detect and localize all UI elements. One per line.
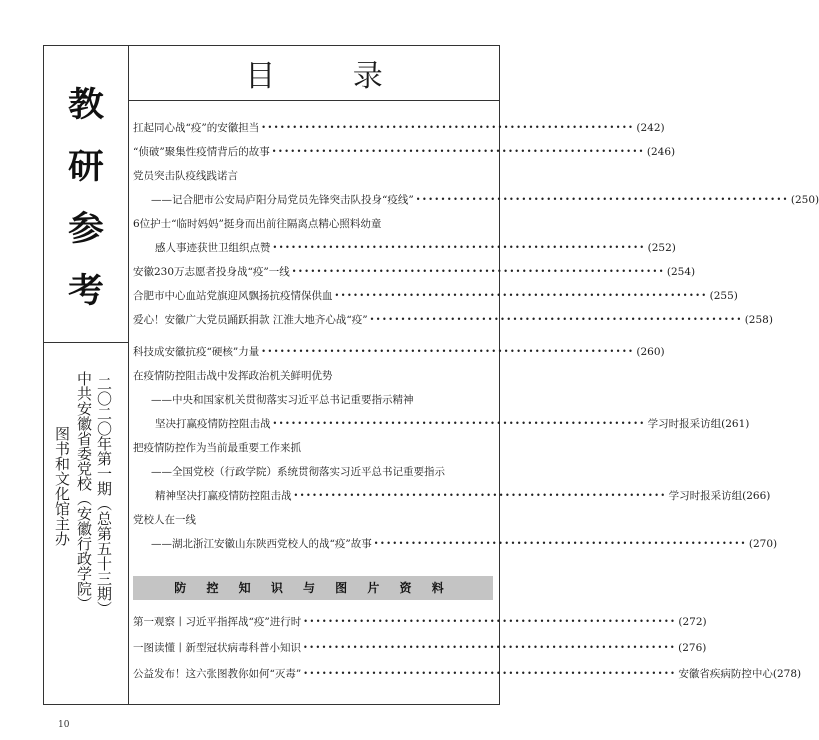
section-header: 防 控 知 识 与 图 片 资 料 bbox=[133, 576, 493, 600]
page-ref: (266) bbox=[742, 490, 771, 502]
toc-entry[interactable]: ——记合肥市公安局庐阳分局党员先锋突击队投身“疫线” •••••••••••••••••••••••••••••••••••••••••••••••••••••••••••• (250) bbox=[133, 190, 493, 210]
toc-entry[interactable]: 合肥市中心血站党旗迎风飘扬抗疫情保供血 •••••••••••••••••••••••••••••••••••••••••••••••••••••••••••• (255) bbox=[133, 286, 493, 306]
leader-dots: •••••••••••••••••••••••••••••••••••••••••••••••••••••••••••• bbox=[373, 539, 747, 548]
leader-dots: •••••••••••••••••••••••••••••••••••••••••••••••••••••••••••• bbox=[303, 617, 677, 626]
toc-entry[interactable]: 坚决打赢疫情防控阻击战 •••••••••••••••••••••••••••••••••••••••••••••••••••••••••••• 学习时报采访组 (261) bbox=[133, 414, 493, 434]
host-line: 图书和文化馆主办 bbox=[53, 426, 71, 546]
page-ref: (250) bbox=[790, 194, 819, 206]
toc-entry[interactable]: 在疫情防控阻击战中发挥政治机关鲜明优势 bbox=[133, 370, 333, 382]
issue-line: 二〇二〇年第一期（总第五十三期） bbox=[95, 376, 113, 616]
left-column bbox=[44, 46, 129, 704]
toc-title: 目 录 bbox=[245, 59, 417, 94]
leader-dots: •••••••••••••••••••••••••••••••••••••••••••••••••••••••••••• bbox=[261, 123, 635, 132]
toc-entry[interactable]: 党员突击队疫线践诺言 bbox=[133, 170, 238, 182]
leader-dots: •••••••••••••••••••••••••••••••••••••••••••••••••••••••••••• bbox=[291, 267, 665, 276]
toc-entry[interactable]: 科技成安徽抗疫“硬核”力量 •••••••••••••••••••••••••••••••••••••••••••••••••••••••••••• (260) bbox=[133, 342, 493, 362]
page-ref: (254) bbox=[666, 266, 696, 278]
masthead-char: 参 bbox=[68, 209, 104, 249]
toc-entry[interactable]: 扛起同心战“疫”的安徽担当 •••••••••••••••••••••••••••••••••••••••••••••••••••••••••••• (242) bbox=[133, 118, 493, 138]
toc-entry[interactable]: 精神坚决打赢疫情防控阻击战 •••••••••••••••••••••••••••••••••••••••••••••••••••••••••••• 学习时报采访组 (266) bbox=[133, 486, 493, 506]
leader-dots: •••••••••••••••••••••••••••••••••••••••••••••••••••••••••••• bbox=[272, 419, 646, 428]
leader-dots: •••••••••••••••••••••••••••••••••••••••••••••••••••••••••••• bbox=[334, 291, 708, 300]
toc-entry[interactable]: 爱心！安徽广大党员踊跃捐款 江淮大地齐心战“疫” •••••••••••••••••••••••••••••••••••••••••••••••••••••••••••• (258) bbox=[133, 310, 493, 330]
toc-entry[interactable]: 公益发布！这六张图教你如何“灭毒” •••••••••••••••••••••••••••••••••••••••••••••••••••••••••••• 安徽省疾病防控中心 (278) bbox=[133, 664, 493, 684]
masthead-box bbox=[44, 46, 128, 343]
toc-title-box bbox=[129, 46, 499, 101]
leader-dots: •••••••••••••••••••••••••••••••••••••••••••••••••••••••••••• bbox=[369, 315, 743, 324]
page-ref: (270) bbox=[748, 538, 778, 550]
leader-dots: •••••••••••••••••••••••••••••••••••••••••••••••••••••••••••• bbox=[261, 347, 635, 356]
leader-dots: •••••••••••••••••••••••••••••••••••••••••••••••••••••••••••• bbox=[271, 147, 645, 156]
page-ref: (278) bbox=[772, 668, 802, 680]
toc-entry[interactable]: 安徽230万志愿者投身战“疫”一线 •••••••••••••••••••••••••••••••••••••••••••••••••••••••••••• (254) bbox=[133, 262, 493, 282]
toc-entry[interactable]: ——中央和国家机关贯彻落实习近平总书记重要指示精神 bbox=[151, 394, 414, 406]
page-ref: (260) bbox=[636, 346, 665, 358]
toc-entry[interactable]: “侦破”聚集性疫情背后的故事 •••••••••••••••••••••••••••••••••••••••••••••••••••••••••••• (246) bbox=[133, 142, 493, 162]
page-ref: (252) bbox=[647, 242, 676, 254]
publisher-line: 中共安徽省委党校（安徽行政学院） bbox=[75, 371, 93, 611]
page-ref: (261) bbox=[721, 418, 750, 430]
page-ref: (272) bbox=[678, 616, 707, 628]
page-ref: (255) bbox=[709, 290, 738, 302]
leader-dots: •••••••••••••••••••••••••••••••••••••••••••••••••••••••••••• bbox=[272, 243, 646, 252]
toc-entry[interactable]: 把疫情防控作为当前最重要工作来抓 bbox=[133, 442, 301, 454]
page-ref: (246) bbox=[646, 146, 676, 158]
page-ref: (258) bbox=[744, 314, 773, 326]
masthead-char: 研 bbox=[68, 147, 104, 187]
masthead-char: 考 bbox=[68, 271, 104, 311]
toc-entry[interactable]: 感人事迹获世卫组织点赞 •••••••••••••••••••••••••••••••••••••••••••••••••••••••••••• (252) bbox=[133, 238, 493, 258]
leader-dots: •••••••••••••••••••••••••••••••••••••••••••••••••••••••••••• bbox=[303, 669, 677, 678]
author: 学习时报采访组 bbox=[647, 418, 722, 430]
page-ref: (242) bbox=[636, 122, 665, 134]
leader-dots: •••••••••••••••••••••••••••••••••••••••••••••••••••••••••••• bbox=[293, 491, 667, 500]
leader-dots: •••••••••••••••••••••••••••••••••••••••••••••••••••••••••••• bbox=[415, 195, 789, 204]
leader-dots: •••••••••••••••••••••••••••••••••••••••••••••••••••••••••••• bbox=[303, 643, 677, 652]
masthead-char: 教 bbox=[68, 85, 104, 125]
toc-entry[interactable]: 6位护士“临时妈妈”挺身而出前往隔离点精心照料幼童 bbox=[133, 218, 382, 230]
toc-entry[interactable]: ——湖北浙江安徽山东陕西党校人的战“疫”故事 •••••••••••••••••••••••••••••••••••••••••••••••••••••••••••• (270) bbox=[133, 534, 493, 554]
toc-entry[interactable]: 第一观察丨习近平指挥战“疫”进行时 •••••••••••••••••••••••••••••••••••••••••••••••••••••••••••• (272) bbox=[133, 612, 493, 632]
page-ref: (276) bbox=[678, 642, 707, 654]
author: 学习时报采访组 bbox=[668, 490, 743, 502]
toc-column bbox=[129, 46, 819, 704]
toc-entry[interactable]: ——全国党校（行政学院）系统贯彻落实习近平总书记重要指示 bbox=[151, 466, 445, 478]
toc-entry[interactable]: 一图读懂丨新型冠状病毒科普小知识 •••••••••••••••••••••••••••••••••••••••••••••••••••••••••••• (276) bbox=[133, 638, 493, 658]
page-number: 10 bbox=[58, 720, 70, 730]
toc-entry[interactable]: 党校人在一线 bbox=[133, 514, 196, 526]
toc-frame bbox=[43, 45, 819, 705]
author: 安徽省疾病防控中心 bbox=[678, 668, 773, 680]
